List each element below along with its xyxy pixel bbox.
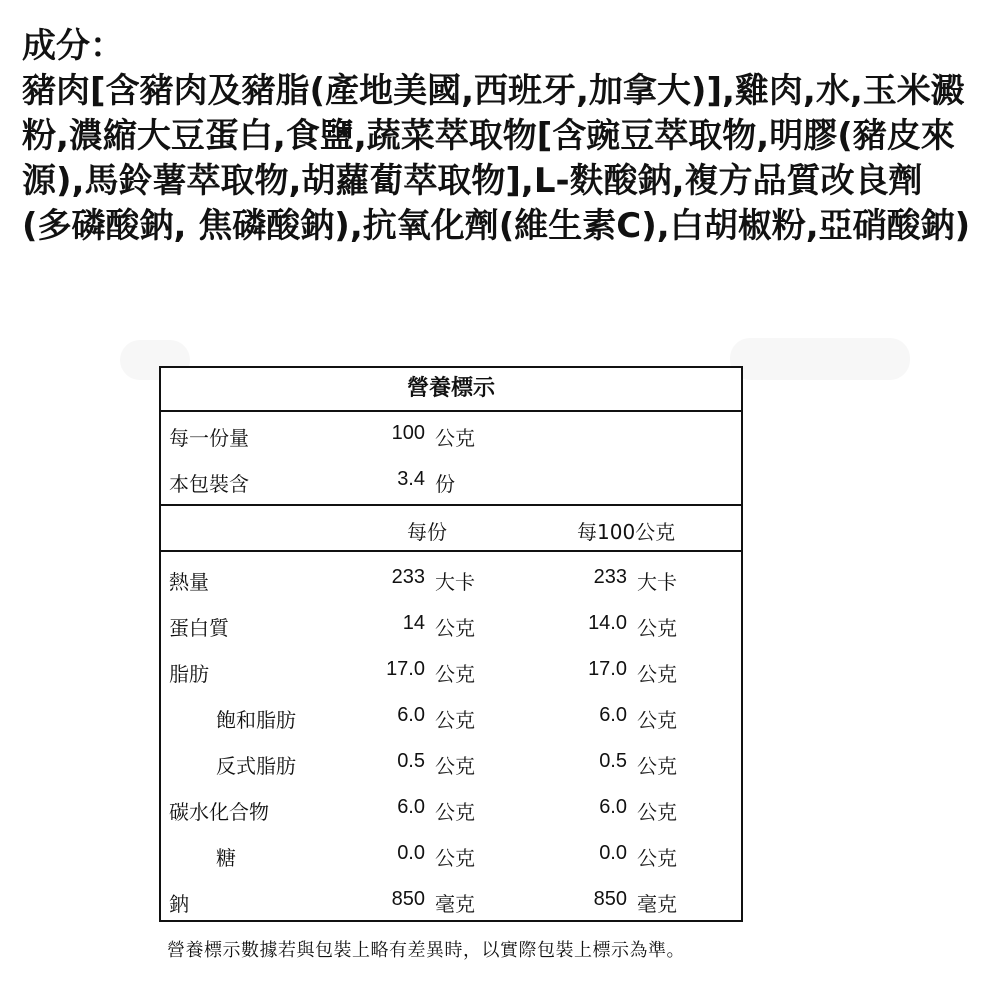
nutrient-value-per-100g: 0.5: [599, 750, 627, 772]
nutrient-value-per-100g: 233: [593, 566, 627, 588]
nutrient-label: 熱量: [169, 570, 209, 594]
nutrient-row-sodium: [161, 878, 741, 924]
nutrient-unit-per-100g: 公克: [637, 616, 677, 640]
nutrient-value-per-serving: 0.5: [397, 750, 425, 772]
decorative-shape: [730, 338, 910, 380]
serving-size-label: 每一份量: [169, 426, 249, 450]
nutrient-unit-per-serving: 公克: [435, 616, 475, 640]
nutrient-unit-per-100g: 公克: [637, 754, 677, 778]
nutrient-row-carbohydrate: [161, 786, 741, 832]
nutrient-unit-per-100g: 毫克: [637, 892, 677, 916]
ingredients-text: 豬肉[含豬肉及豬脂(產地美國,西班牙,加拿大)],雞肉,水,玉米澱粉,濃縮大豆蛋白,食鹽,蔬菜萃取物[含豌豆萃取物,明膠(豬皮來源),馬鈴薯萃取物,胡蘿蔔萃取物],L-麩酸鈉,複方品質改良劑(多磷酸鈉, 焦磷酸鈉),抗氧化劑(維生素C),白胡椒粉,亞硝酸鈉): [22, 71, 971, 246]
nutrient-value-per-100g: 850: [593, 888, 627, 910]
nutrient-value-per-serving: 0.0: [397, 842, 425, 864]
nutrient-unit-per-serving: 公克: [435, 846, 475, 870]
servings-per-package-label: 本包裝含: [169, 472, 249, 496]
nutrient-unit-per-serving: 公克: [435, 708, 475, 732]
nutrient-unit-per-100g: 大卡: [637, 570, 677, 594]
nutrient-value-per-100g: 6.0: [599, 796, 627, 818]
ingredients-heading: 成分：: [22, 26, 124, 66]
footnote: 營養標示數據若與包裝上略有差異時，以實際包裝上標示為準。: [167, 940, 685, 961]
nutrient-label: 脂肪: [169, 662, 209, 686]
nutrition-facts-table: [159, 366, 743, 922]
nutrient-value-per-serving: 14: [402, 612, 425, 634]
nutrient-row-fat: [161, 648, 741, 694]
nutrient-value-per-100g: 6.0: [599, 704, 627, 726]
nutrient-value-per-serving: 6.0: [397, 704, 425, 726]
nutrient-unit-per-serving: 大卡: [435, 570, 475, 594]
nutrient-unit-per-serving: 公克: [435, 800, 475, 824]
nutrient-value-per-serving: 233: [391, 566, 425, 588]
ingredients-block: [22, 24, 972, 249]
servings-per-package-row: [161, 458, 741, 504]
nutrient-value-per-100g: 0.0: [599, 842, 627, 864]
nutrient-row-trans-fat: [161, 740, 741, 786]
nutrient-unit-per-100g: 公克: [637, 800, 677, 824]
nutrient-row-calories: [161, 556, 741, 602]
column-header-row: [161, 506, 741, 550]
column-header-per-serving: 每份: [407, 520, 447, 544]
nutrient-label: 飽和脂肪: [216, 708, 296, 732]
nutrient-label: 碳水化合物: [169, 800, 269, 824]
nutrient-label: 糖: [216, 846, 236, 870]
column-header-per-100g: 每100公克: [577, 520, 676, 544]
nutrient-value-per-serving: 850: [391, 888, 425, 910]
nutrient-unit-per-serving: 公克: [435, 754, 475, 778]
serving-size-row: [161, 412, 741, 458]
nutrient-value-per-100g: 14.0: [588, 612, 627, 634]
nutrient-label: 反式脂肪: [216, 754, 296, 778]
serving-size-unit: 公克: [435, 426, 475, 450]
servings-per-package-value: 3.4: [397, 468, 425, 490]
nutrient-value-per-100g: 17.0: [588, 658, 627, 680]
nutrient-value-per-serving: 17.0: [386, 658, 425, 680]
nutrition-title: 營養標示: [161, 368, 741, 412]
nutrient-label: 鈉: [169, 892, 189, 916]
nutrient-unit-per-100g: 公克: [637, 662, 677, 686]
nutrient-unit-per-100g: 公克: [637, 708, 677, 732]
nutrient-row-sugar: [161, 832, 741, 878]
nutrient-unit-per-100g: 公克: [637, 846, 677, 870]
nutrient-row-protein: [161, 602, 741, 648]
nutrient-unit-per-serving: 公克: [435, 662, 475, 686]
nutrient-row-saturated-fat: [161, 694, 741, 740]
serving-size-value: 100: [391, 422, 425, 444]
nutrient-label: 蛋白質: [169, 616, 229, 640]
nutrient-value-per-serving: 6.0: [397, 796, 425, 818]
servings-per-package-unit: 份: [435, 472, 455, 496]
nutrient-unit-per-serving: 毫克: [435, 892, 475, 916]
